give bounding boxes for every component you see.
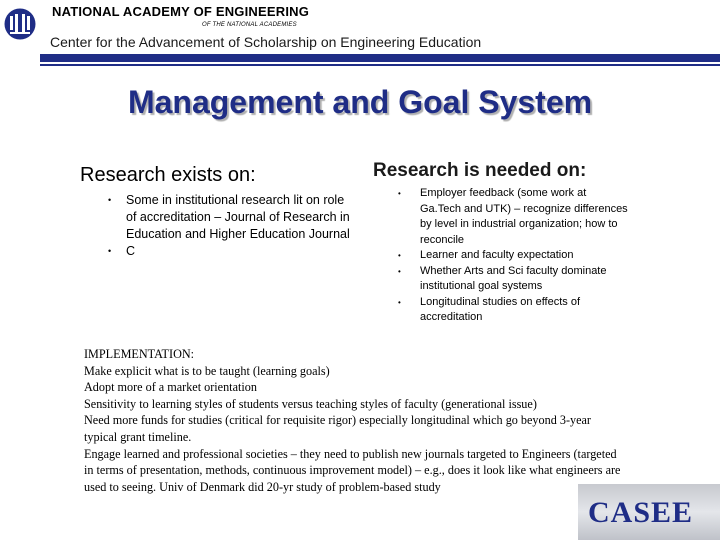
list-item-text: Longitudinal studies on effects of accreditation [420,295,581,323]
implementation-line: Adopt more of a market orientation [84,380,257,395]
org-subtitle: OF THE NATIONAL ACADEMIES [202,22,297,28]
list-item [108,192,353,243]
list-item-text: Learner and faculty expectation [420,249,574,261]
implementation-block [84,346,624,495]
center-name: Center for the Advancement of Scholarship on Engineering Education [50,34,482,50]
header-bar [40,54,720,62]
implementation-line: Engage learned and professional societies – they need to publish new journals targeted to Engineers (targeted in terms of presentation, methods, continuous improvement model) – e.g., does it look like what engineers are used to seeing. Univ of Denmark did 20-yr study of problem-based study [84,446,621,494]
bullet-icon: • [398,266,401,276]
bullet-icon: • [398,189,401,198]
right-list [398,186,630,326]
bullet-icon: • [398,251,401,260]
bullet-icon: • [398,297,401,307]
bullet-icon: • [108,246,112,256]
list-item [398,186,630,248]
left-list [108,192,353,260]
implementation-line: Make explicit what is to be taught (learning goals) [84,363,330,378]
list-item [108,243,353,260]
list-item-text: C [126,244,136,258]
bullet-icon: • [108,195,112,205]
implementation-line: Sensitivity to learning styles of students versus teaching styles of faculty (generational issue) [84,396,537,411]
list-item [398,248,630,264]
list-item [398,264,630,295]
org-name: NATIONAL ACADEMY OF ENGINEERING [52,4,310,19]
list-item-text: Some in institutional research lit on role of accreditation – Journal of Research in Education and Higher Education Journal [126,193,350,241]
nae-logo-icon [4,8,36,40]
implementation-line: Need more funds for studies (critical for requisite rigor) especially longitudinal which go beyond 3-year typical grant timeline. [84,413,591,444]
slide-title: Management and Goal System [127,84,593,120]
right-heading: Research is needed on: [373,160,587,181]
list-item-text: Whether Arts and Sci faculty dominate institutional goal systems [420,264,607,292]
header-rule [40,64,720,66]
list-item [398,295,630,326]
implementation-heading: IMPLEMENTATION: [84,347,195,361]
left-heading: Research exists on: [80,164,256,186]
casee-logo-text: CASEE [588,496,694,529]
list-item-text: Employer feedback (some work at Ga.Tech and UTK) – recognize differences by level in industrial organization; how to reconcile [420,187,628,246]
